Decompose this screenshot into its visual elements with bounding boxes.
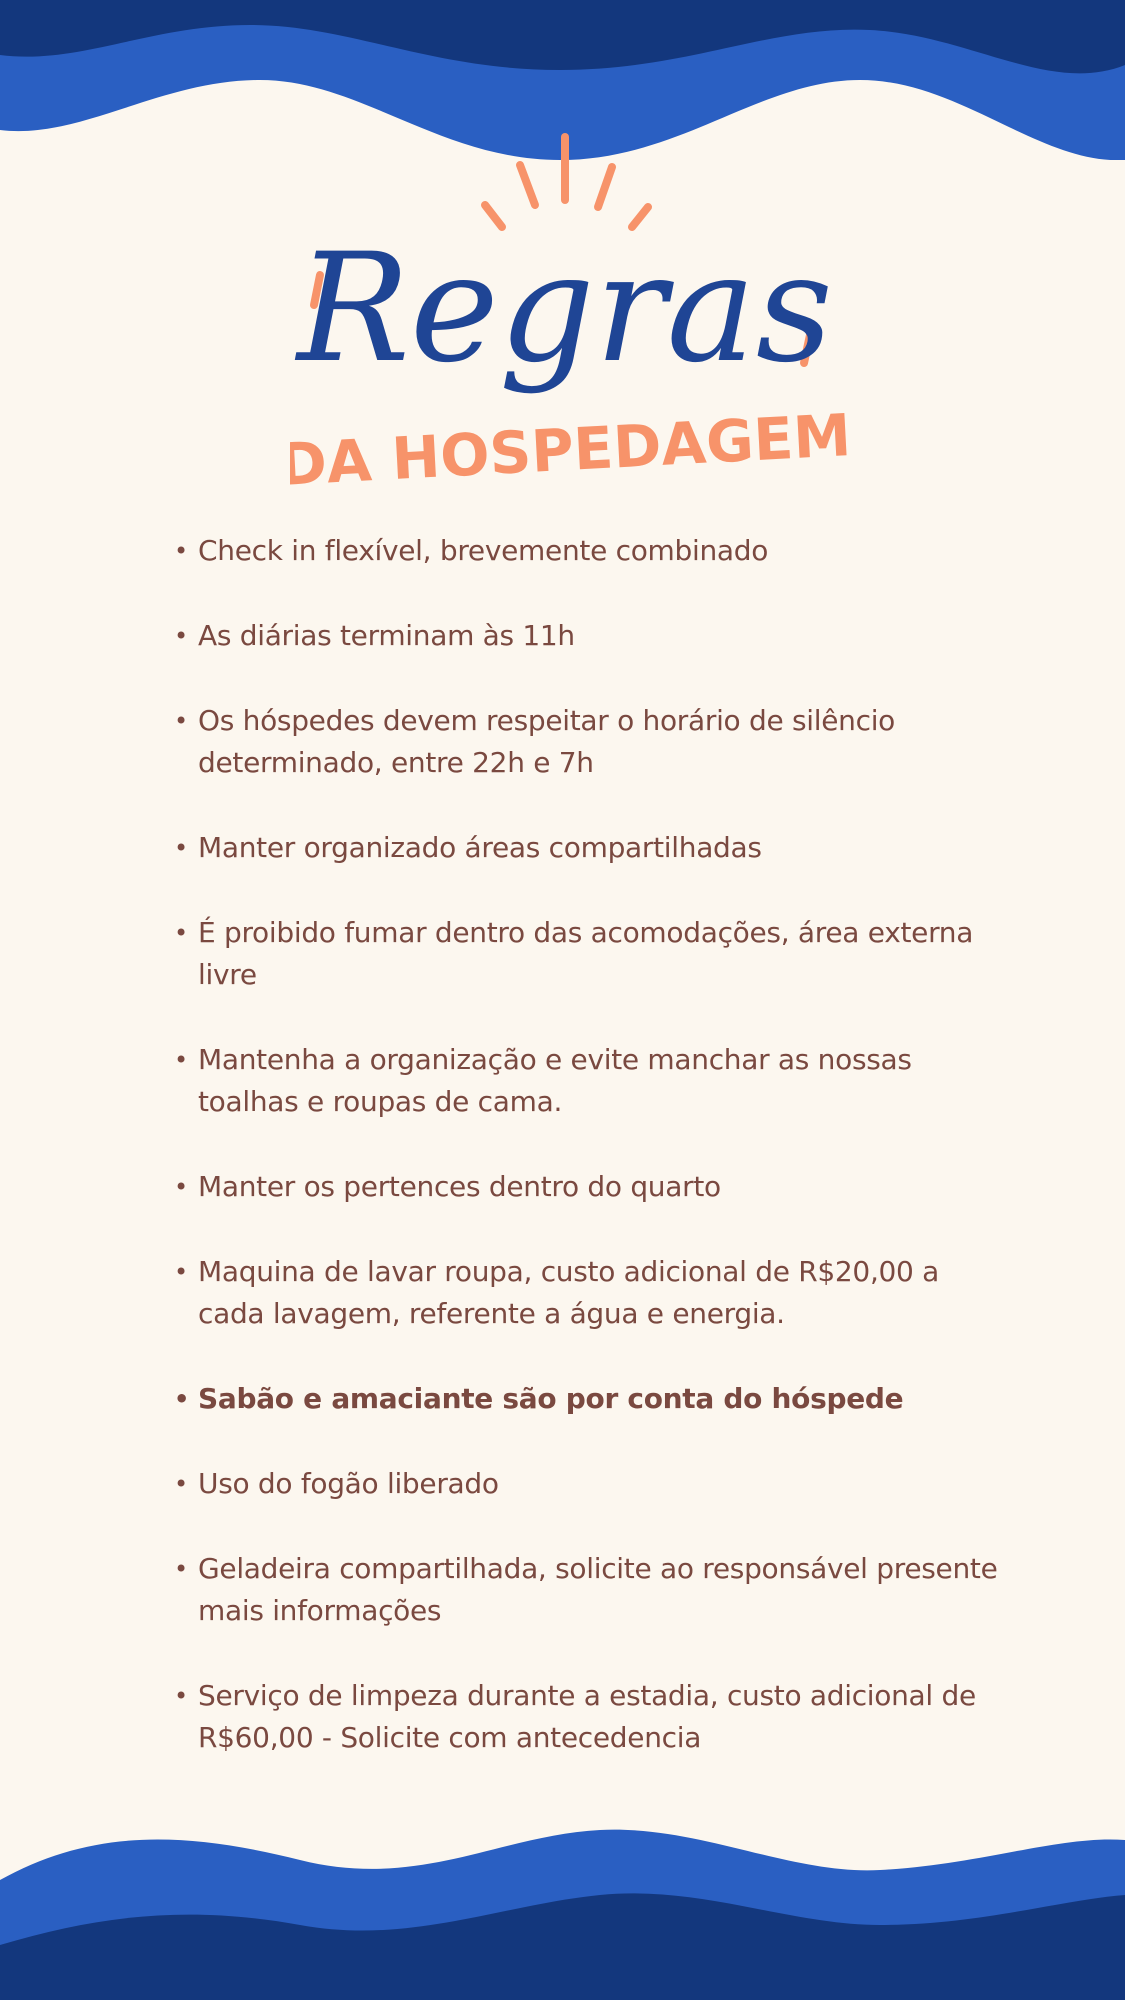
rule-item	[170, 700, 1010, 784]
bullet-icon: •	[174, 834, 188, 862]
rules-list	[170, 530, 1010, 1802]
rule-text: É proibido fumar dentro das acomodações, área externa livre	[198, 916, 974, 991]
rule-text: Manter os pertences dentro do quarto	[198, 1170, 721, 1203]
rule-item	[170, 1675, 1010, 1759]
bullet-icon: •	[174, 1470, 188, 1498]
bottom-wave-decoration	[0, 1820, 1125, 2000]
rule-item	[170, 1039, 1010, 1123]
title-subtitle: DA HOSPEDAGEM	[290, 401, 850, 495]
bullet-icon: •	[174, 1258, 188, 1286]
rule-text: Os hóspedes devem respeitar o horário de silêncio determinado, entre 22h e 7h	[198, 704, 896, 779]
rule-text: Maquina de lavar roupa, custo adicional de R$20,00 a cada lavagem, referente a água e energia.	[198, 1255, 940, 1330]
rule-item	[170, 912, 1010, 996]
bullet-icon: •	[174, 537, 188, 565]
bullet-icon: •	[174, 1046, 188, 1074]
rule-item	[170, 1378, 1010, 1420]
rule-text: Uso do fogão liberado	[198, 1467, 499, 1500]
bullet-icon: •	[174, 1173, 188, 1201]
bullet-icon: •	[174, 622, 188, 650]
rule-item	[170, 827, 1010, 869]
rule-item	[170, 1548, 1010, 1632]
rule-item	[170, 1166, 1010, 1208]
bullet-icon: •	[174, 707, 188, 735]
rule-text: Geladeira compartilhada, solicite ao responsável presente mais informações	[198, 1552, 998, 1627]
bullet-icon: •	[174, 919, 188, 947]
rule-text: Mantenha a organização e evite manchar as nossas toalhas e roupas de cama.	[198, 1043, 912, 1118]
rule-text: Check in flexível, brevemente combinado	[198, 534, 769, 567]
rule-text: As diárias terminam às 11h	[198, 619, 575, 652]
rule-item	[170, 530, 1010, 572]
title-lettering	[290, 125, 850, 495]
title-script: Regras	[297, 222, 833, 396]
rule-item	[170, 615, 1010, 657]
rule-item	[170, 1463, 1010, 1505]
bullet-icon: •	[174, 1385, 190, 1413]
rule-text: Serviço de limpeza durante a estadia, custo adicional de R$60,00 - Solicite com antecedencia	[198, 1679, 976, 1754]
rule-item	[170, 1251, 1010, 1335]
rule-text: Manter organizado áreas compartilhadas	[198, 831, 762, 864]
bullet-icon: •	[174, 1555, 188, 1583]
rule-text: Sabão e amaciante são por conta do hóspede	[198, 1382, 904, 1415]
bullet-icon: •	[174, 1682, 188, 1710]
